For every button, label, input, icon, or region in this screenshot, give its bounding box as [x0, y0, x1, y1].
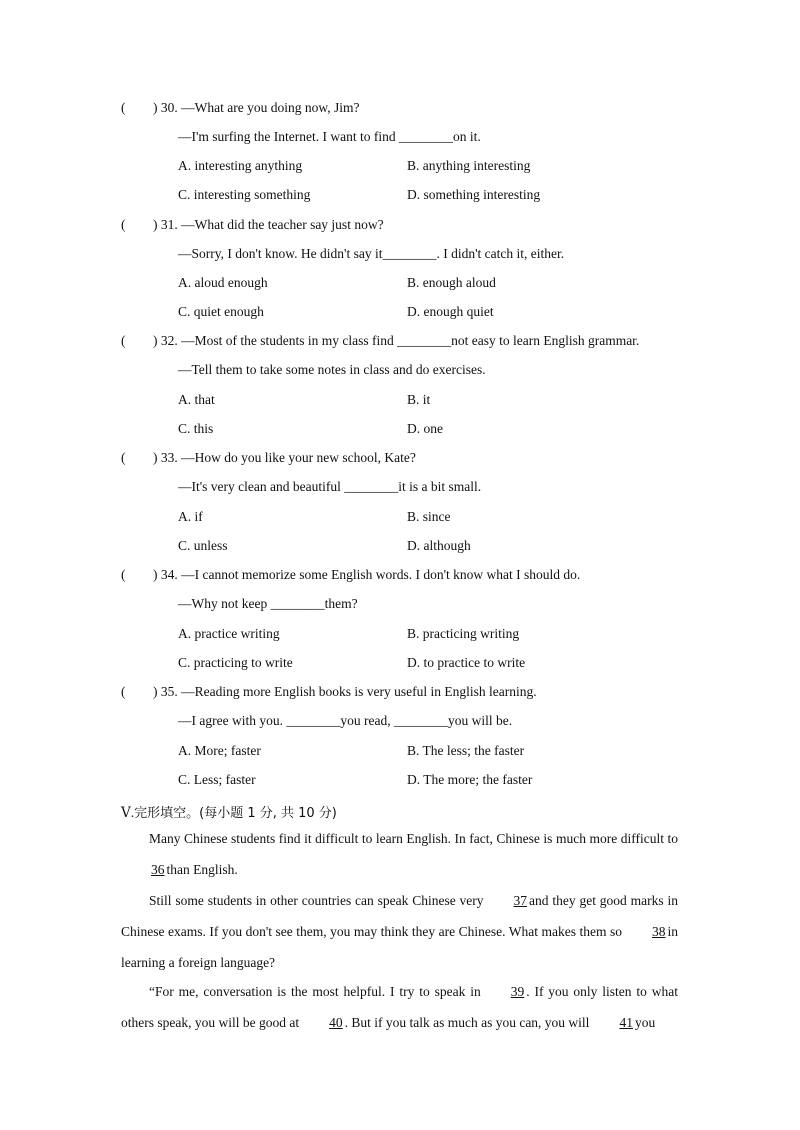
question-33-reply: —It's very clean and beautiful ________it is a bit small.	[178, 479, 482, 494]
paragraph-text: than English.	[166, 862, 238, 877]
paragraph-text: . But if you talk as much as you can, you will	[344, 1015, 590, 1030]
paragraph-text: Many Chinese students find it difficult to learn English. In fact, Chinese is much more difficult to	[149, 831, 678, 846]
question-31	[121, 217, 384, 233]
blank-36: 36	[151, 862, 165, 877]
option-d: D. enough quiet	[407, 304, 494, 319]
question-32	[121, 333, 639, 349]
option-b: B. The less; the faster	[407, 743, 525, 758]
paragraph-text: in learning a foreign language?	[121, 924, 678, 970]
passage-paragraph-3	[121, 976, 678, 1038]
option-b: B. since	[407, 509, 451, 524]
option-a: A. that	[178, 392, 215, 407]
option-c: C. Less; faster	[178, 772, 256, 787]
blank-41: 41	[619, 1015, 633, 1030]
answer-bracket: (	[121, 217, 126, 232]
passage-paragraph-1	[121, 823, 678, 885]
option-d: D. although	[407, 538, 471, 553]
question-31-reply: —Sorry, I don't know. He didn't say it________. I didn't catch it, either.	[178, 246, 565, 261]
blank-37: 37	[513, 893, 528, 908]
question-stem: ) 32. —Most of the students in my class find ________not easy to learn English grammar.	[153, 333, 640, 348]
blank-39: 39	[510, 984, 525, 999]
option-d: D. one	[407, 421, 443, 436]
option-b: B. anything interesting	[407, 158, 531, 173]
answer-bracket: (	[121, 333, 126, 348]
answer-bracket: (	[121, 100, 126, 115]
passage-paragraph-2	[121, 885, 678, 978]
option-c: C. unless	[178, 538, 228, 553]
paragraph-text: you	[634, 1015, 656, 1030]
question-34-reply: —Why not keep ________them?	[178, 596, 358, 611]
section-number: Ⅴ.	[121, 805, 135, 820]
blank-38: 38	[651, 924, 666, 939]
question-stem: ) 34. —I cannot memorize some English words. I don't know what I should do.	[153, 567, 581, 582]
section-heading	[121, 802, 337, 821]
question-33	[121, 450, 416, 466]
question-34	[121, 567, 580, 583]
option-b: B. enough aloud	[407, 275, 496, 290]
option-c: C. practicing to write	[178, 655, 293, 670]
question-stem: ) 30. —What are you doing now, Jim?	[153, 100, 360, 115]
answer-bracket: (	[121, 450, 126, 465]
question-stem: ) 33. —How do you like your new school, Kate?	[153, 450, 416, 465]
question-30	[121, 100, 359, 116]
option-c: C. this	[178, 421, 214, 436]
option-d: D. to practice to write	[407, 655, 526, 670]
option-c: C. quiet enough	[178, 304, 264, 319]
option-b: B. it	[407, 392, 431, 407]
question-stem: ) 31. —What did the teacher say just now?	[153, 217, 384, 232]
option-a: A. if	[178, 509, 203, 524]
option-a: A. More; faster	[178, 743, 261, 758]
paragraph-text: Still some students in other countries can speak Chinese very	[149, 893, 484, 908]
option-a: A. interesting anything	[178, 158, 303, 173]
paragraph-text: . If you only listen to what others speak, you will be good at	[121, 984, 678, 1030]
question-35-reply: —I agree with you. ________you read, ________you will be.	[178, 713, 513, 728]
option-b: B. practicing writing	[407, 626, 520, 641]
option-a: A. practice writing	[178, 626, 280, 641]
option-d: D. something interesting	[407, 187, 541, 202]
option-c: C. interesting something	[178, 187, 311, 202]
question-32-reply: —Tell them to take some notes in class and do exercises.	[178, 362, 486, 377]
option-d: D. The more; the faster	[407, 772, 533, 787]
answer-bracket: (	[121, 567, 126, 582]
paragraph-text: and they get good marks in Chinese exams. If you don't see them, you may think they are Chinese. What makes them so	[121, 893, 678, 939]
question-30-reply: —I'm surfing the Internet. I want to find ________on it.	[178, 129, 481, 144]
question-35	[121, 684, 537, 700]
blank-40: 40	[329, 1015, 343, 1030]
question-stem: ) 35. —Reading more English books is very useful in English learning.	[153, 684, 537, 699]
option-a: A. aloud enough	[178, 275, 268, 290]
paragraph-text: “For me, conversation is the most helpful. I try to speak in	[149, 984, 481, 999]
answer-bracket: (	[121, 684, 126, 699]
section-title: 完形填空。(每小题 1 分, 共 10 分)	[134, 806, 337, 821]
